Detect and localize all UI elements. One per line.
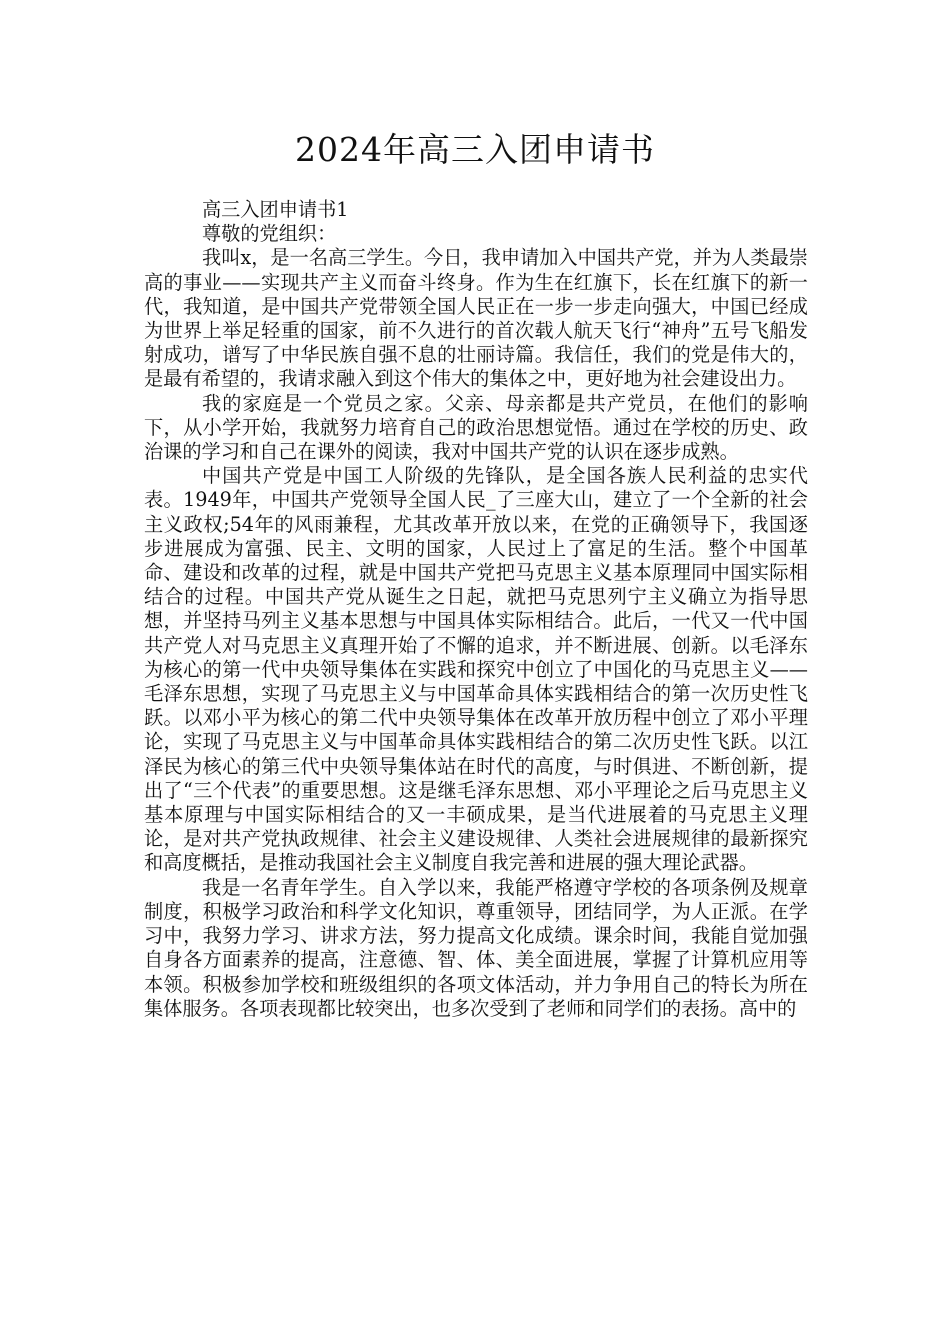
salutation: 尊敬的党组织： xyxy=(202,222,337,246)
body-paragraph-1: 我叫x，是一名高三学生。今日，我申请加入中国共产党，并为人类最崇高的事业——实现共产主义而奋斗终身。作为生在红旗下，长在红旗下的新一代，我知道，是中国共产党带领全国人民正在一步一步走向强大，中国已经成为世界上举足轻重的国家，前不久进行的首次载人航天飞行“神舟”五号飞船发射成功，谱写了中华民族自强不息的壮丽诗篇。我信任，我们的党是伟大的，是最有希望的，我请求融入到这个伟大的集体之中，更好地为社会建设出力。 xyxy=(144,246,808,391)
section-heading: 高三入团申请书1 xyxy=(202,198,349,221)
body-paragraph-3: 中国共产党是中国工人阶级的先锋队，是全国各族人民利益的忠实代表。1949年，中国共产党领导全国人民_了三座大山，建立了一个全新的社会主义政权;54年的风雨兼程，尤其改革开放以来，在党的正确领导下，我国逐步进展成为富强、民主、文明的国家，人民过上了富足的生活。整个中国革命、建设和改革的过程，就是中国共产党把马克思主义基本原理同中国实际相结合的过程。中国共产党从诞生之日起，就把马克思列宁主义确立为指导思想，并坚持马列主义基本思想与中国具体实际相结合。此后，一代又一代中国共产党人对马克思主义真理开始了不懈的追求，并不断进展、创新。以毛泽东为核心的第一代中央领导集体在实践和探究中创立了中国化的马克思主义——毛泽东思想，实现了马克思主义与中国革命具体实践相结合的第一次历史性飞跃。以邓小平为核心的第二代中央领导集体在改革开放历程中创立了邓小平理论，实现了马克思主义与中国革命具体实践相结合的第二次历史性飞跃。以江泽民为核心的第三代中央领导集体站在时代的高度，与时俱进、不断创新，提出了“三个代表”的重要思想。这是继毛泽东思想、邓小平理论之后马克思主义基本原理与中国实际相结合的又一丰硕成果，是当代进展着的马克思主义理论，是对共产党执政规律、社会主义建设规律、人类社会进展规律的最新探究和高度概括，是推动我国社会主义制度自我完善和进展的强大理论武器。 xyxy=(144,464,808,875)
document-body xyxy=(144,198,808,1021)
document-title: 2024年高三入团申请书 xyxy=(295,130,655,169)
body-paragraph-2: 我的家庭是一个党员之家。父亲、母亲都是共产党员，在他们的影响下，从小学开始，我就努力培育自己的政治思想觉悟。通过在学校的历史、政治课的学习和自己在课外的阅读，我对中国共产党的认识在逐步成熟。 xyxy=(144,391,808,464)
body-paragraph-4: 我是一名青年学生。自入学以来，我能严格遵守学校的各项条例及规章制度，积极学习政治和科学文化知识，尊重领导，团结同学，为人正派。在学习中，我努力学习、讲求方法，努力提高文化成绩。课余时间，我能自觉加强自身各方面素养的提高，注意德、智、体、美全面进展，掌握了计算机应用等本领。积极参加学校和班级组织的各项文体活动，并力争用自己的特长为所在集体服务。各项表现都比较突出，也多次受到了老师和同学们的表扬。高中的 xyxy=(144,875,808,1020)
